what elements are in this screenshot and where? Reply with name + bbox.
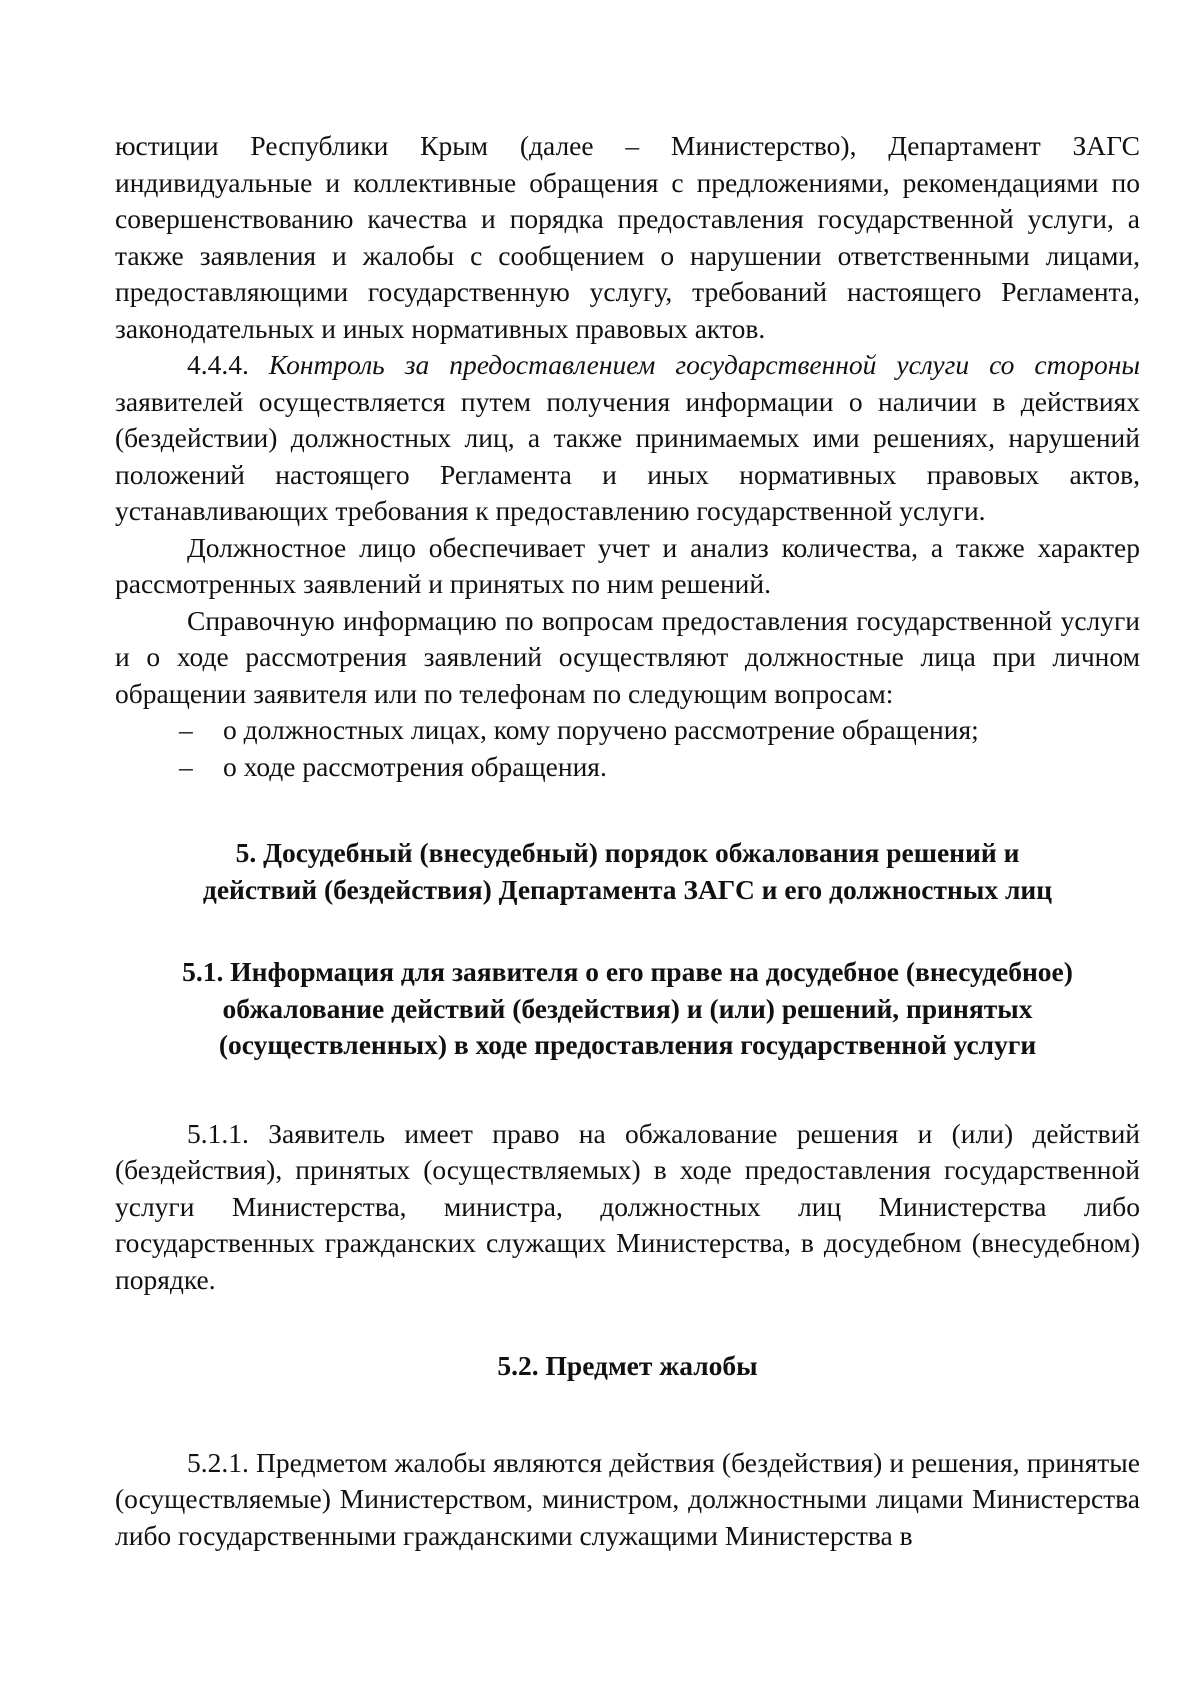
spacer [115,785,1140,835]
questions-list [115,712,1140,785]
paragraph-5-2-1: 5.2.1. Предметом жалобы являются действия (бездействия) и решения, принятые (осуществляемые) Министерством, министром, должностными лицами Министерства либо государственными гражданскими служащими Министерства в [115,1446,1140,1551]
section-5-2-heading: 5.2. Предмет жалобы [497,1350,758,1381]
paragraph-number: 4.4.4. [187,349,249,380]
heading-line: действий (бездействия) Департамента ЗАГС и его должностных лиц [202,873,1053,905]
heading-line: 5. Досудебный (внесудебный) порядок обжалования решений и [235,837,1020,868]
list-item [115,712,1140,749]
paragraph-5-1-1: 5.1.1. Заявитель имеет право на обжалование решения и (или) действий (бездействия), принятых (осуществляемых) в ходе предоставления государственной услуги Министерства, министра, должностных лиц Министерства либо государственных гражданских служащих Министерства, в досудебном (внесудебном) порядке. [115,1117,1140,1295]
list-item-text: о должностных лицах, кому поручено рассмотрение обращения; [223,714,979,745]
list-item [115,749,1140,786]
heading-line: обжалование действий (бездействия) и (или) решений, принятых [222,992,1033,1024]
spacer [115,1064,1140,1116]
paragraph-body: заявителей осуществляется путем получения информации о наличии в действиях (бездействии) должностных лиц, а также принимаемых ими решениях, нарушений положений настоящего Регламента и иных нормативных правовых актов, устанавливающих требования к предоставлению государственной услуги. [115,385,1140,526]
document-page [115,128,1140,1554]
spacer [115,908,1140,954]
paragraph-italic-lead: Контроль за предоставлением государственной услуги со стороны [268,349,1140,380]
section-5-heading [115,835,1140,908]
section-5-1-heading [115,954,1140,1064]
list-item-text: о ходе рассмотрения обращения. [223,750,607,782]
heading-line: (осуществленных) в ходе предоставления государственной услуги [218,1029,1037,1060]
reference-paragraph: Справочную информацию по вопросам предоставления государственной услуги и о ходе рассмотрения заявлений осуществляют должностные лица при личном обращении заявителя или по телефонам по следующим вопросам: [115,604,1140,709]
spacer [115,1298,1140,1348]
official-paragraph: Должностное лицо обеспечивает учет и анализ количества, а также характер рассмотренных заявлений и принятых по ним решений. [115,531,1140,599]
paragraph-4-4-4 [115,347,1140,530]
list-dash: – [179,714,193,745]
heading-line: 5.1. Информация для заявителя о его праве на досудебное (внесудебное) [182,956,1073,987]
intro-paragraph: юстиции Республики Крым (далее – Министерство), Департамент ЗАГС индивидуальные и коллективные обращения с предложениями, рекомендациями по совершенствованию качества и порядка предоставления государственной услуги, а также заявления и жалобы с сообщением о нарушении ответственными лицами, предоставляющими государственную услугу, требований настоящего Регламента, законодательных и иных нормативных правовых актов. [115,130,1140,344]
list-dash: – [179,750,193,782]
spacer [115,1385,1140,1445]
